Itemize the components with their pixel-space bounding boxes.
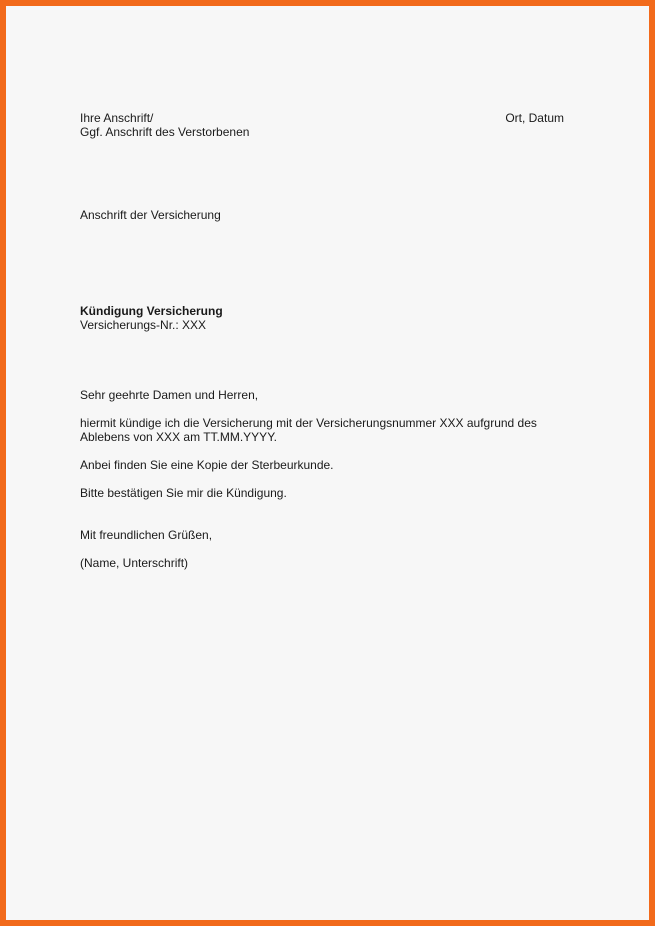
subject-block <box>80 304 223 332</box>
recipient-address: Anschrift der Versicherung <box>80 208 221 222</box>
enclosure-note: Anbei finden Sie eine Kopie der Sterbeurkunde. <box>80 458 334 472</box>
salutation: Sehr geehrte Damen und Herren, <box>80 388 259 402</box>
main-paragraph-line-1: hiermit kündige ich die Versicherung mit der Versicherungsnummer XXX aufgrund des <box>80 416 537 430</box>
sender-address <box>80 111 249 139</box>
signature-placeholder: (Name, Unterschrift) <box>80 556 189 570</box>
sender-address-line-2: Ggf. Anschrift des Verstorbenen <box>80 125 250 139</box>
sender-address-line-1: Ihre Anschrift/ <box>80 111 154 125</box>
place-date: Ort, Datum <box>505 111 564 125</box>
policy-number: Versicherungs-Nr.: XXX <box>80 318 207 332</box>
subject-title: Kündigung Versicherung <box>80 304 223 318</box>
main-paragraph-line-2: Ablebens von XXX am TT.MM.YYYY. <box>80 430 277 444</box>
confirmation-request: Bitte bestätigen Sie mir die Kündigung. <box>80 486 287 500</box>
closing-greeting: Mit freundlichen Grüßen, <box>80 528 213 542</box>
letter-body <box>80 388 580 570</box>
main-paragraph <box>80 416 580 444</box>
